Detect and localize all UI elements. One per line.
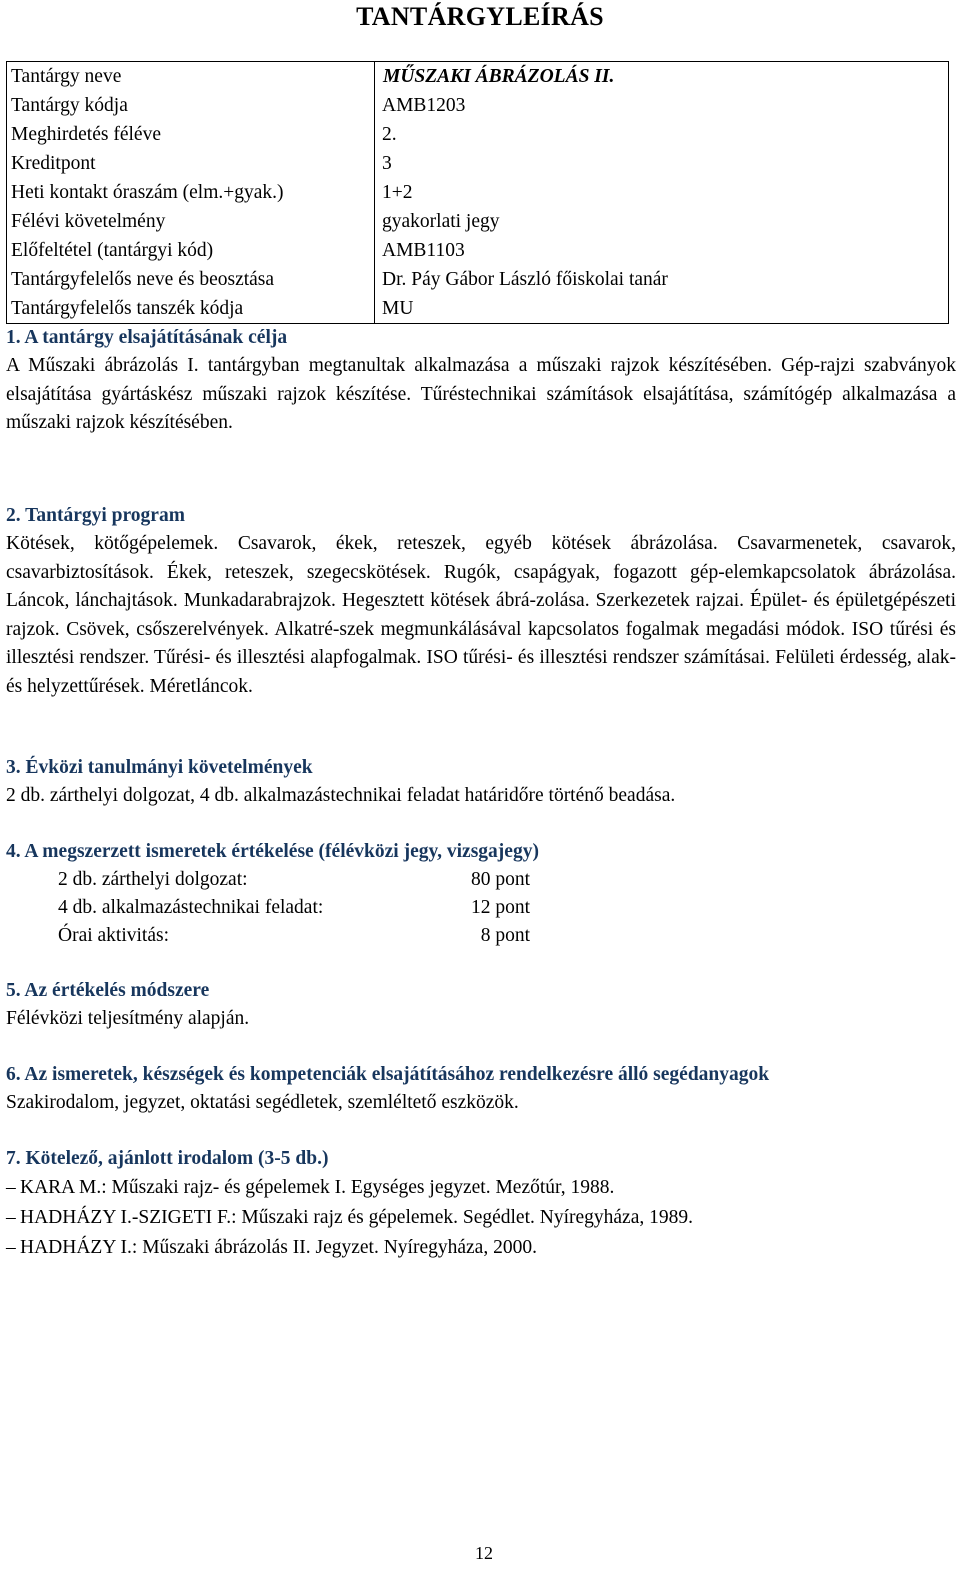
info-label: Heti kontakt óraszám (elm.+gyak.) — [7, 178, 375, 207]
document-title: TANTÁRGYLEÍRÁS — [356, 2, 604, 31]
section-text: Szakirodalom, jegyzet, oktatási segédletek, szemléltető eszközök. — [6, 1092, 519, 1113]
info-value: Dr. Páy Gábor László főiskolai tanár — [382, 268, 668, 290]
dash-bullet: – — [6, 1207, 16, 1228]
grade-points: 80 pont — [470, 869, 530, 890]
section-materials — [6, 1061, 956, 1117]
info-value: 2. — [382, 123, 397, 145]
info-label: Tantárgy neve — [7, 62, 375, 92]
info-row-department — [7, 294, 949, 324]
section-program — [6, 502, 956, 701]
section-literature — [6, 1145, 956, 1263]
info-value: AMB1103 — [382, 239, 465, 261]
grade-row — [6, 894, 956, 922]
grade-points: 12 pont — [470, 897, 530, 918]
info-row-requirement — [7, 207, 949, 236]
grade-label: 2 db. zárthelyi dolgozat: — [58, 869, 248, 890]
info-value — [375, 62, 949, 92]
course-name: MŰSZAKI ÁBRÁZOLÁS II. — [383, 65, 615, 87]
section-text: Kötések, kötőgépelemek. Csavarok, ékek, reteszek, egyéb kötések ábrázolása. Csavarmenetek, csavarok, csavarbiztosítások. Ékek, reteszek, szegecskötések. Rugók, csapágyak, fogazott gép-elemkapcsolatok ábrázolása. Láncok, lánchajtások. Munkadarabrajzok. Hegesztett kötések ábrá-zolása. Szerkezetek rajzai. Épület- és épületgépészeti rajzok. Csövek, csőszerelvények. Alkatré-szek megmunkálásával kapcsolatos fogalmak megadási módok. ISO tűrési és illesztési rendszer. Tűrési- és illesztési alapfogalmak. ISO tűrési- és illesztési rendszer számításai. Felületi érdesség, alak- és helyzettűrések. Méretláncok. — [6, 533, 956, 697]
info-row-code — [7, 91, 949, 120]
literature-text: HADHÁZY I.-SZIGETI F.: Műszaki rajz és gépelemek. Segédlet. Nyíregyháza, 1989. — [20, 1207, 693, 1228]
info-row-hours — [7, 178, 949, 207]
literature-item — [6, 1173, 956, 1203]
grade-label: Órai aktivitás: — [58, 925, 170, 946]
section-text: Félévközi teljesítmény alapján. — [6, 1008, 250, 1029]
info-value: gyakorlati jegy — [382, 210, 500, 232]
section-heading: 1. A tantárgy elsajátításának célja — [6, 327, 288, 348]
info-label: Tantárgyfelelős neve és beosztása — [7, 265, 375, 294]
grade-row — [6, 922, 956, 950]
info-value: 3 — [382, 152, 392, 174]
section-heading: 7. Kötelező, ajánlott irodalom (3-5 db.) — [6, 1148, 329, 1169]
section-heading: 2. Tantárgyi program — [6, 505, 185, 526]
section-heading: 4. A megszerzett ismeretek értékelése (félévközi jegy, vizsgajegy) — [6, 841, 539, 862]
section-method — [6, 977, 956, 1033]
info-row-semester — [7, 120, 949, 149]
literature-item — [6, 1203, 956, 1233]
section-goal — [6, 324, 956, 438]
literature-text: KARA M.: Műszaki rajz- és gépelemek I. Egységes jegyzet. Mezőtúr, 1988. — [20, 1177, 615, 1198]
section-text: A Műszaki ábrázolás I. tantárgyban megtanultak alkalmazása a műszaki rajzok készítésében. Gép-rajzi szabványok elsajátítása gyártáskész műszaki rajzok készítése. Tűréstechnikai számítások elsajátítása, számítógép alkalmazása a műszaki rajzok készítésében. — [6, 355, 956, 433]
info-label: Előfeltétel (tantárgyi kód) — [7, 236, 375, 265]
section-evaluation — [6, 838, 956, 950]
grade-row — [6, 866, 956, 894]
section-heading: 3. Évközi tanulmányi követelmények — [6, 757, 313, 778]
info-value: MU — [382, 297, 414, 319]
info-label: Meghirdetés féléve — [7, 120, 375, 149]
info-row-prerequisite — [7, 236, 949, 265]
section-requirements — [6, 754, 956, 810]
info-label: Félévi követelmény — [7, 207, 375, 236]
literature-text: HADHÁZY I.: Műszaki ábrázolás II. Jegyzet. Nyíregyháza, 2000. — [20, 1237, 537, 1258]
dash-bullet: – — [6, 1177, 16, 1198]
info-row-credits — [7, 149, 949, 178]
course-info-table — [6, 61, 949, 324]
info-label: Kreditpont — [7, 149, 375, 178]
info-value: 1+2 — [382, 181, 413, 203]
grade-label: 4 db. alkalmazástechnikai feladat: — [58, 897, 324, 918]
info-value: AMB1203 — [382, 94, 466, 116]
section-text: 2 db. zárthelyi dolgozat, 4 db. alkalmazástechnikai feladat határidőre történő beadása. — [6, 785, 676, 806]
section-heading: 5. Az értékelés módszere — [6, 980, 210, 1001]
literature-item — [6, 1233, 956, 1263]
info-label: Tantárgy kódja — [7, 91, 375, 120]
dash-bullet: – — [6, 1237, 16, 1258]
info-row-responsible — [7, 265, 949, 294]
info-row-name — [7, 62, 949, 92]
page-number: 12 — [475, 1543, 493, 1563]
info-label: Tantárgyfelelős tanszék kódja — [7, 294, 375, 324]
section-heading: 6. Az ismeretek, készségek és kompetenciák elsajátításához rendelkezésre álló segédanyagok — [6, 1064, 770, 1085]
grade-points: 8 pont — [480, 925, 530, 946]
